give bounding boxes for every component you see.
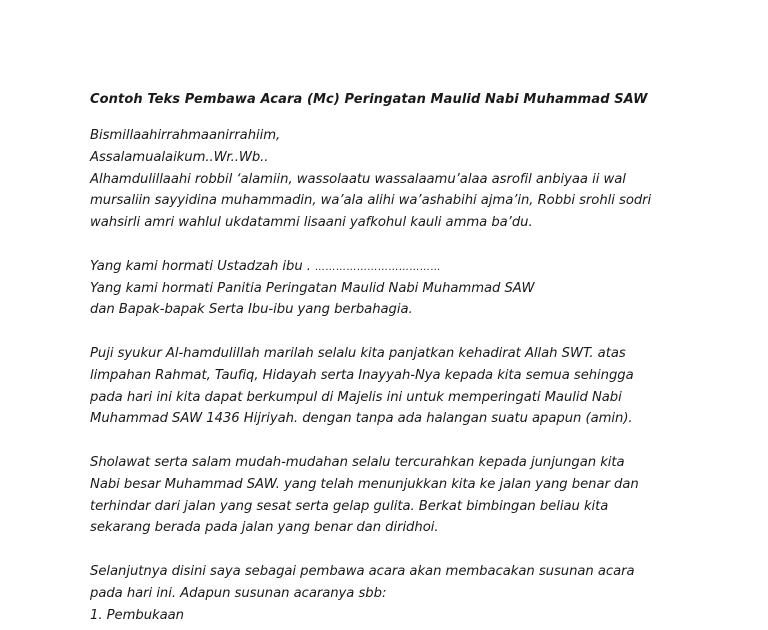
paragraph-gap xyxy=(90,539,690,561)
text-line: Nabi besar Muhammad SAW. yang telah menunjukkan kita ke jalan yang benar dan xyxy=(90,476,639,492)
text-line: pada hari ini kita dapat berkumpul di Majelis ini untuk memperingati Maulid Nabi xyxy=(90,389,622,405)
text-line: limpahan Rahmat, Taufiq, Hidayah serta Inayyah-Nya kepada kita semua sehingga xyxy=(90,367,634,383)
text-line: Selanjutnya disini saya sebagai pembawa acara akan membacakan susunan acara xyxy=(90,563,635,579)
text-line: terhindar dari jalan yang sesat serta gelap gulita. Berkat bimbingan beliau kita xyxy=(90,498,609,514)
text-line: pada hari ini. Adapun susunan acaranya sbb: xyxy=(90,585,387,601)
agenda-paragraph xyxy=(90,561,690,626)
paragraph-gap xyxy=(90,430,690,452)
blank-dots: ……………………………… xyxy=(315,261,442,273)
paragraph-gap xyxy=(90,321,690,343)
opening-paragraph xyxy=(90,125,690,234)
text-line: sekarang berada pada jalan yang benar dan diridhoi. xyxy=(90,520,439,536)
greeting-text: Yang kami hormati Ustadzah ibu . xyxy=(90,258,311,274)
text-line: mursaliin sayyidina muhammadin, wa’ala alihi wa’ashabihi ajma’in, Robbi srohli sodri xyxy=(90,193,652,209)
gratitude-paragraph xyxy=(90,343,690,430)
text-line: Bismillaahirrahmaanirrahiim, xyxy=(90,128,281,143)
greeting-paragraph xyxy=(90,256,690,321)
text-line: dan Bapak-bapak Serta Ibu-ibu yang berbahagia. xyxy=(90,302,413,318)
text-line: Yang kami hormati Panitia Peringatan Maulid Nabi Muhammad SAW xyxy=(90,280,535,296)
text-line: Puji syukur Al-hamdulillah marilah selalu kita panjatkan kehadirat Allah SWT. atas xyxy=(90,345,626,361)
text-line: Assalamualaikum..Wr..Wb.. xyxy=(90,149,269,165)
agenda-list-item: 1. Pembukaan xyxy=(90,607,184,623)
paragraph-gap xyxy=(90,234,690,256)
text-line: Sholawat serta salam mudah-mudahan selalu tercurahkan kepada junjungan kita xyxy=(90,454,625,470)
text-line: Alhamdulillaahi robbil ‘alamiin, wassolaatu wassalaamu’alaa asrofil anbiyaa ii wal xyxy=(90,171,626,187)
document-title: Contoh Teks Pembawa Acara (Mc) Peringatan Maulid Nabi Muhammad SAW xyxy=(90,92,648,107)
text-line xyxy=(90,256,690,278)
text-line: wahsirli amri wahlul ukdatammi lisaani yafkohul kauli amma ba’du. xyxy=(90,215,533,231)
sholawat-paragraph xyxy=(90,452,690,539)
text-line: Muhammad SAW 1436 Hijriyah. dengan tanpa ada halangan suatu apapun (amin). xyxy=(90,411,633,427)
document-page xyxy=(90,92,690,626)
